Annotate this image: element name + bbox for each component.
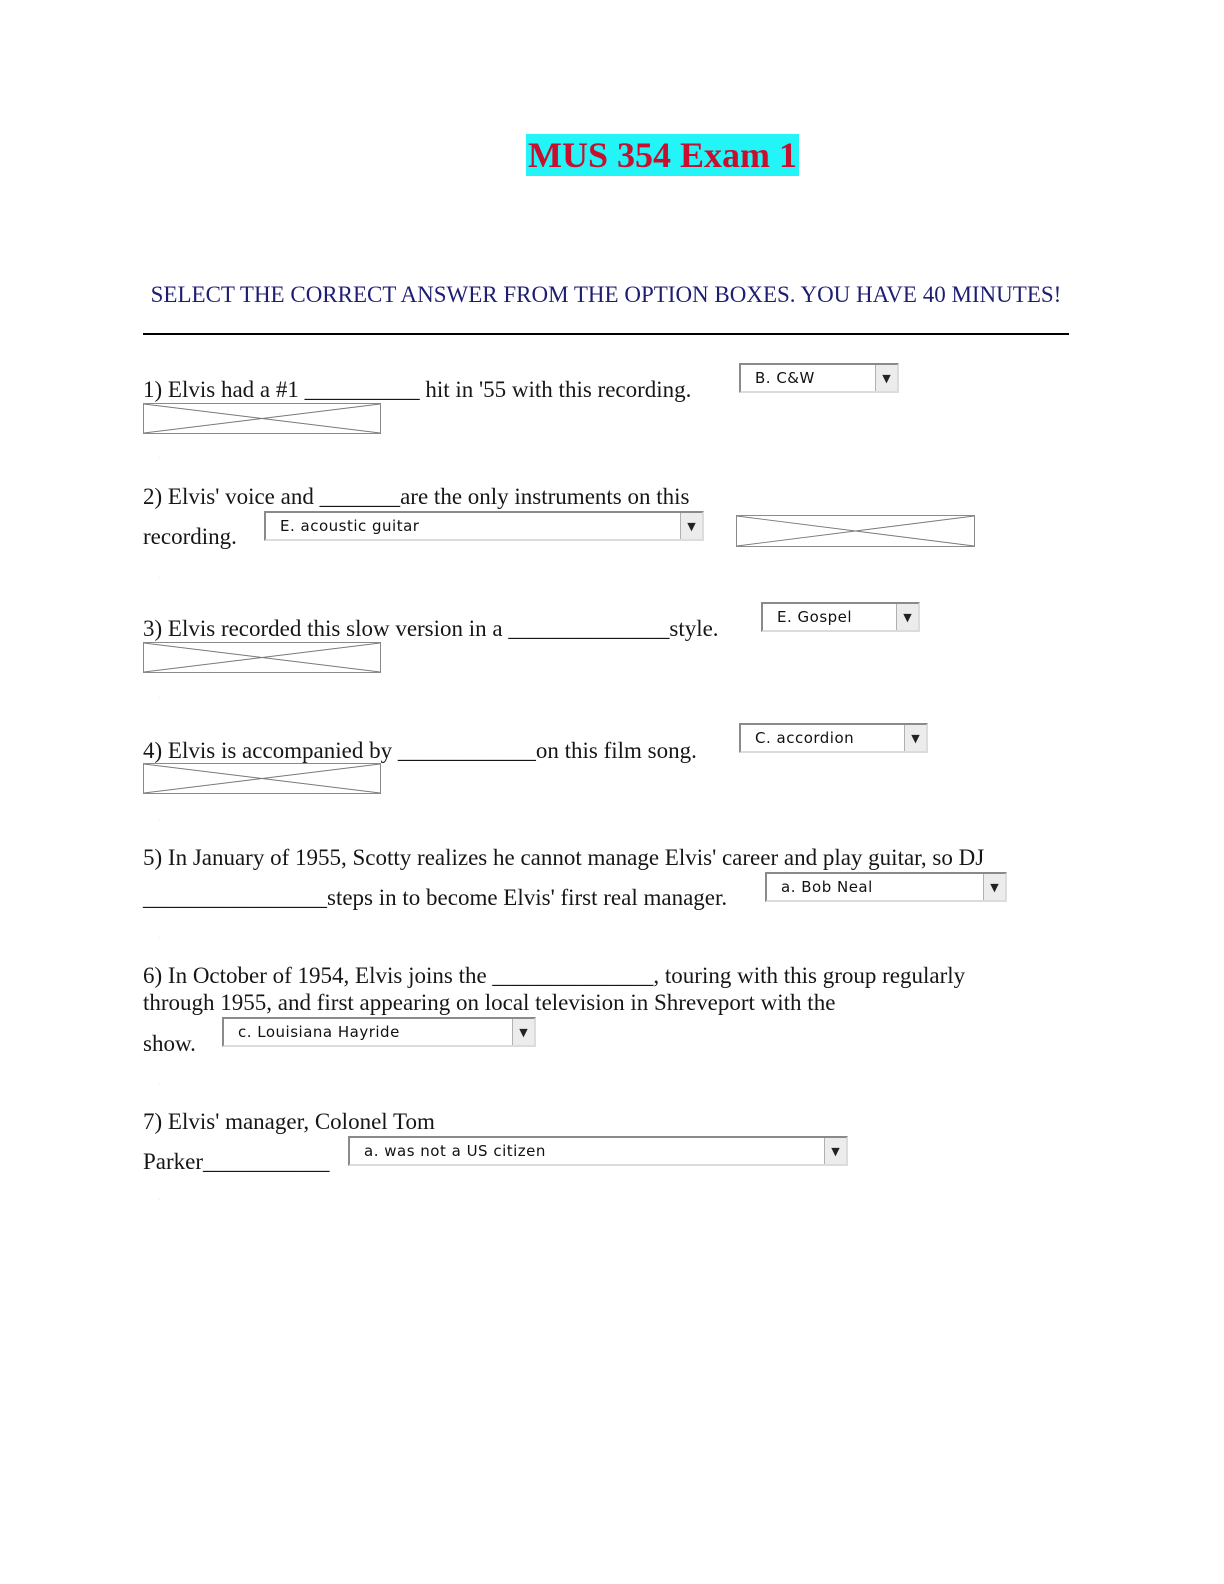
question-3-select[interactable] <box>761 602 920 632</box>
question-6-text-line-1: 6) In October of 1954, Elvis joins the ______________, touring with this group regularly <box>143 963 966 988</box>
chevron-down-icon[interactable]: ▼ <box>875 365 897 391</box>
chevron-down-icon[interactable]: ▼ <box>983 874 1005 900</box>
question-6-select[interactable] <box>222 1017 536 1047</box>
question-4-text: 4) Elvis is accompanied by ____________on this film song. <box>143 738 697 763</box>
question-5-select[interactable] <box>765 872 1007 902</box>
chevron-down-icon[interactable]: ▼ <box>824 1138 846 1164</box>
question-6-text-line-3: show. <box>143 1031 196 1056</box>
question-7-text-line-1: 7) Elvis' manager, Colonel Tom <box>143 1109 435 1134</box>
question-6-selected-value: c. Louisiana Hayride <box>238 1023 400 1041</box>
broken-image-icon <box>143 763 381 794</box>
question-4-select[interactable] <box>739 723 928 753</box>
question-5-text-line-2: ________________steps in to become Elvis' first real manager. <box>143 885 728 910</box>
question-5-selected-value: a. Bob Neal <box>781 878 873 896</box>
question-7-select[interactable] <box>348 1136 848 1166</box>
spacer-dot: . <box>158 1192 161 1203</box>
divider <box>143 333 1069 335</box>
question-3-text: 3) Elvis recorded this slow version in a ______________style. <box>143 616 719 641</box>
question-2-text-line-1: 2) Elvis' voice and _______are the only instruments on this <box>143 484 690 509</box>
question-2-select[interactable] <box>264 511 704 541</box>
page-title: MUS 354 Exam 1 <box>528 135 797 175</box>
question-1-text: 1) Elvis had a #1 __________ hit in '55 with this recording. <box>143 377 692 402</box>
spacer-dot: . <box>158 812 161 823</box>
question-3-selected-value: E. Gospel <box>777 608 853 626</box>
question-5-text-line-1: 5) In January of 1955, Scotty realizes he cannot manage Elvis' career and play guitar, so DJ <box>143 845 985 870</box>
question-2-selected-value: E. acoustic guitar <box>280 517 420 535</box>
chevron-down-icon[interactable]: ▼ <box>680 513 702 539</box>
spacer-dot: . <box>158 930 161 941</box>
chevron-down-icon[interactable]: ▼ <box>896 604 918 630</box>
spacer-dot: . <box>158 1076 161 1087</box>
question-2-text-line-2: recording. <box>143 524 237 549</box>
spacer-dot: . <box>158 690 161 701</box>
question-7-text-line-2: Parker___________ <box>143 1149 330 1174</box>
spacer-dot: . <box>158 570 161 581</box>
instructions: SELECT THE CORRECT ANSWER FROM THE OPTION BOXES. YOU HAVE 40 MINUTES! <box>150 282 1062 307</box>
spacer-dot: . <box>158 450 161 461</box>
question-1-selected-value: B. C&W <box>755 369 815 387</box>
chevron-down-icon[interactable]: ▼ <box>512 1019 534 1045</box>
question-1-select[interactable] <box>739 363 899 393</box>
question-4-selected-value: C. accordion <box>755 729 855 747</box>
broken-image-icon <box>736 515 975 547</box>
broken-image-icon <box>143 642 381 673</box>
question-6-text-line-2: through 1955, and first appearing on local television in Shreveport with the <box>143 990 836 1015</box>
chevron-down-icon[interactable]: ▼ <box>904 725 926 751</box>
question-7-selected-value: a. was not a US citizen <box>364 1142 546 1160</box>
broken-image-icon <box>143 403 381 434</box>
